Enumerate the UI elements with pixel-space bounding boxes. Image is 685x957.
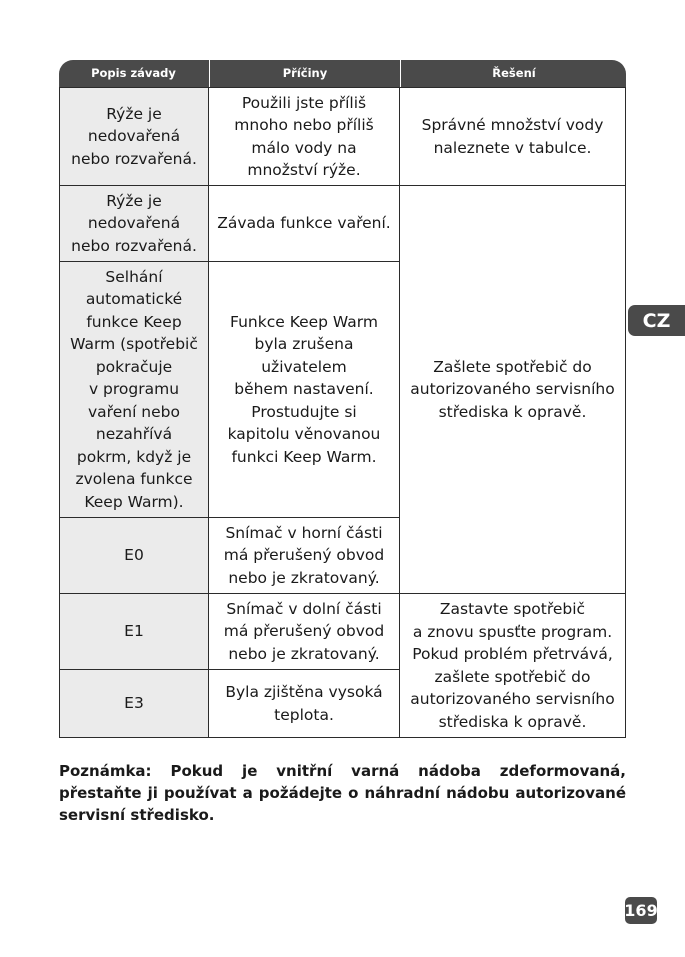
problem-cell: Rýže je nedovařená nebo rozvařená. — [59, 87, 209, 186]
page-number: 169 — [625, 897, 657, 924]
problem-cell: Selhání automatické funkce Keep Warm (spotřebič pokračuje v programu vaření nebo nezahřívá pokrm, když je zvolena funkce Keep Warm). — [59, 261, 209, 518]
solution-cell: Zašlete spotřebič do autorizovaného servisního střediska k opravě. — [399, 185, 626, 594]
note-paragraph: Poznámka: Pokud je vnitřní varná nádoba zdeformovaná, přestaňte ji používat a požádejte o náhradní nádobu autorizované servisní středisko. — [59, 762, 626, 824]
cause-cell: Použili jste příliš mnoho nebo příliš málo vody na množství rýže. — [208, 87, 400, 186]
solution-cell: Zastavte spotřebič a znovu spusťte program. Pokud problém přetrvává, zašlete spotřebič do autorizovaného servisního střediska k opravě. — [399, 593, 626, 738]
cause-cell: Funkce Keep Warm byla zrušena uživatelem během nastavení. Prostudujte si kapitolu věnovanou funkci Keep Warm. — [208, 261, 400, 518]
header-problem: Popis závady — [91, 66, 176, 80]
troubleshooting-table — [59, 60, 626, 731]
problem-cell: E0 — [59, 517, 209, 594]
cause-cell: Snímač v horní části má přerušený obvod nebo je zkratovaný. — [208, 517, 400, 594]
problem-cell: E3 — [59, 669, 209, 738]
language-tab: CZ — [628, 305, 685, 336]
header-cause: Příčiny — [209, 60, 400, 87]
cause-cell: Snímač v dolní části má přerušený obvod nebo je zkratovaný. — [208, 593, 400, 670]
solution-cell: Správné množství vody naleznete v tabulce. — [399, 87, 626, 186]
problem-cell: E1 — [59, 593, 209, 670]
table-header — [59, 60, 626, 87]
cause-cell: Závada funkce vaření. — [208, 185, 400, 262]
header-solution: Řešení — [400, 60, 627, 87]
cause-cell: Byla zjištěna vysoká teplota. — [208, 669, 400, 738]
problem-cell: Rýže je nedovařená nebo rozvařená. — [59, 185, 209, 262]
